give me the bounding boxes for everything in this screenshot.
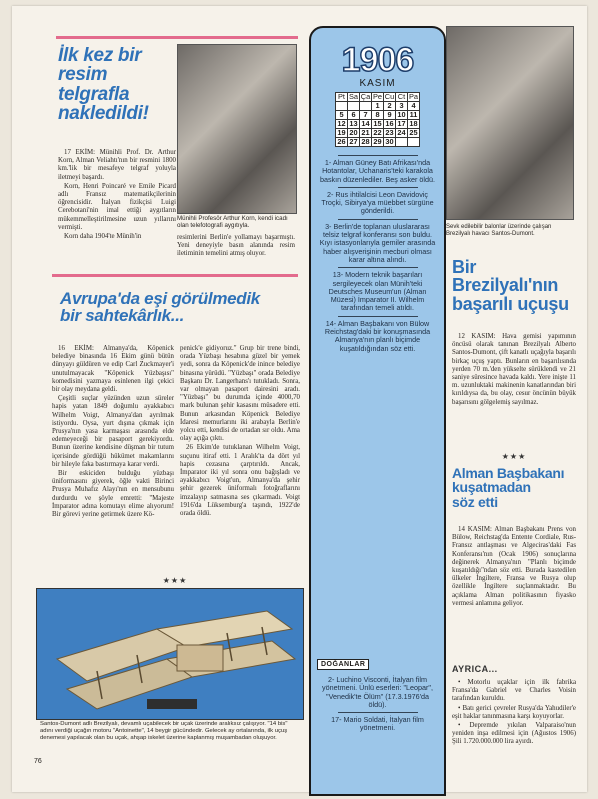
calendar-day — [408, 138, 420, 147]
birth-item: 2- Luchino Visconti, İtalyan film yönetmeni. Ünlü eserleri: "Leopar", "Venedik'te Ölüm" (17.3.1976'da öldü). — [322, 675, 433, 709]
article2-col1 — [52, 345, 174, 520]
body-paragraph: Bir eskiciden bulduğu yüzbaşı üniformasını giyerek, öğle vakti Birinci Prusya Muhafız Alayı'nın en mensubunu durdurdu ve şöyle emretti: "Majeste İmparator adına komutayı elime alıyorum! Bir görevi yerine getirmek üzere Kö- — [52, 470, 174, 519]
calendar-day: 8 — [372, 111, 384, 120]
ayrica-item: • Motorlu uçaklar için ilk fabrika Fransa'da Gabriel ve Charles Voisin tarafından kuruldu. — [452, 679, 577, 703]
headline-line: başarılı uçuşu — [452, 293, 569, 314]
body-paragraph: 14 KASIM: Alman Başbakanı Prens von Bülow, Reichstag'da Entente Cordiale, Rus-Fransız antlaşması ve Algeciras'daki Fas Konferansı'nın (Ocak 1906) sonuçlarına değinerek Almanya'nın "Planlı biçimde kuşatıldığı"ndan söz etti. Burada kastedilen ülkeler İngiltere, Fransa ve Rusya olup özellikle İngiltere suçlanmaktadır. Bu açıklama Alman politikasının fiyasko vermesi anlamına geliyor. — [452, 526, 576, 607]
calendar-day: 2 — [384, 102, 396, 111]
weekday-header: Ct — [396, 93, 408, 102]
santos-dumont-photo — [446, 26, 574, 220]
body-paragraph: 17 EKİM: Münihli Prof. Dr. Arthur Korn, Alman Veliahtı'nın bir resmini 1800 km.'lik bir mesafeye telgraf yoluyla iletmeyi başardı. — [58, 149, 176, 181]
calendar-day: 13 — [349, 119, 358, 128]
headline-line: Avrupa'da eşi görülmedik — [60, 289, 260, 308]
calendar-day: 10 — [397, 110, 406, 119]
magazine-page — [12, 6, 587, 792]
body-paragraph: 26 Ekim'de tutuklanan Wilhelm Voigt, suçunu itiraf etti. 1 Aralık'ta da dört yıl hapis cezasına çarptırıldı. Ancak, İmparator iki yıl sonra onu bağışladı ve ayakkabıcı Voigt'un, Almanya'da şehir şehir gezerek üniformalı fotoğraflarını imzalayıp satmasına ses çıkarmadı. Voigt 1916'da Lüksemburg'a taşındı, 1922'de orada öldü. — [180, 444, 300, 518]
event-item: 14- Alman Başbakanı von Bülow Reichstag'daki bir konuşmasında Almanya'nın planlı biçimde kuşatıldığından söz etti. — [324, 318, 431, 353]
article1-body-cont — [177, 234, 295, 260]
calendar-day: 21 — [361, 128, 370, 137]
headline-line: İlk kez bir — [58, 45, 142, 66]
weekday-header: Pt — [336, 93, 348, 102]
weekday-header: Ça — [360, 92, 371, 101]
calendar-day: 30 — [385, 137, 394, 146]
section-stars: ★★★ — [501, 452, 527, 461]
body-paragraph: 16 EKİM: Almanya'da, Köpenick belediye binasında 16 Ekim günü bütün dünyayı güldüren ve edip Carl Zuckmayer'i unutulmayacak "Köpenick Yüzbaşısı" komedisini yazmaya esinlenen ilgi çekici bir olay meydana geldi. — [52, 345, 174, 394]
calendar-column — [309, 26, 446, 796]
calendar-day: 28 — [361, 137, 370, 146]
event-item: 13- Modern teknik başarıları sergileyecek olan Münih'teki Deutsches Museum'un (Alman Müzesi) İmparator II. Wilhelm tarafından temeli atıldı. — [328, 270, 427, 313]
births-label — [317, 653, 369, 671]
calendar-day: 24 — [397, 128, 406, 137]
ayrica-item-text: Depremde yıkılan Valparaiso'nun yeniden inşa edilmesi için (Ağustos 1906) Şili 1.720.000.000 lira ayırdı. — [452, 722, 576, 746]
calendar-week — [336, 138, 420, 147]
calendar-day: 22 — [373, 128, 382, 137]
body-paragraph: Korn, Henri Poincaré ve Emile Picard adlı Fransız matematikçilerinin öğrencisidir. İtalyan fizikçisi Luigi Cerebotani'nin imal ettiği aygıtların mükemmelleştirilmesine uzun yıllarını vermişti. — [58, 182, 176, 231]
article2-col2 — [180, 345, 300, 519]
calendar-day: 5 — [336, 111, 348, 120]
calendar-day: 26 — [337, 137, 346, 146]
calendar-day: 19 — [337, 128, 346, 137]
article1-headline — [58, 46, 188, 124]
calendar-day: 16 — [385, 119, 394, 128]
article3-headline — [452, 258, 582, 313]
page-number: 76 — [34, 758, 42, 765]
event-divider — [338, 712, 418, 713]
headline-line: Brezilyalı'nın — [452, 275, 559, 296]
calendar-day: 9 — [384, 111, 396, 120]
ayrica-item: • Depremde yıkılan Valparaiso'nun yeniden inşa edilmesi için (Ağustos 1906) Şili 1.720.000.000 lira ayırdı. — [452, 722, 576, 746]
calendar-year: 1906 — [341, 41, 414, 79]
section-rule — [52, 274, 298, 277]
event-item: 2- Rus ihtilalcisi Leon Davidoviç Troçki, Sibirya'ya müebbet sürgüne gönderildi. — [321, 189, 434, 216]
event-divider — [338, 316, 418, 317]
article1-body — [58, 149, 176, 242]
article2-headline — [60, 290, 300, 325]
calendar-day — [396, 138, 408, 147]
calendar-grid — [335, 92, 420, 147]
body-paragraph: resimlerini Berlin'e yollamayı başarmıştı. Yeni deneyiyle basın alanında resim iletiminin temelini atmış oluyor. — [177, 234, 295, 258]
ayrica-item-text: Motorlu uçaklar için ilk fabrika Fransa'da Gabriel ve Charles Voisin tarafından kuruldu. — [452, 679, 577, 703]
event-divider — [338, 187, 418, 188]
weekday-header: Sa — [348, 92, 359, 101]
article1-photo-caption: Münihli Profesör Arthur Korn, kendi icadı olan telefotografi aygıtıyla. — [177, 215, 288, 230]
headline-line: resim — [58, 64, 108, 86]
calendar-day: 14 — [361, 119, 370, 128]
airplane-caption: Santos-Dumont adlı Brezilyalı, devamlı uçabilecek bir uçak üzerinde aralıksız çalışıyor. "14 bis" adını verdiği uçağın motoru "Antoinette", 14 beygir gücündedir. Gelecek ay ortalarında, ilk uçuş denemesi yapılacak olan bu uçak, ahşap iskelet üzerine kaplanmış muşambadan oluşuyor. — [40, 721, 288, 741]
calendar-month: KASIM — [359, 78, 396, 89]
body-paragraph: penick'e gidiyoruz." Grup bir trene bindi, orada Yüzbaşı hesabına güzel bir yemek yedi, sonra da Köpenick'de inince belediye binasına yürüdü. "Yüzbaşı" orada Belediye Başkanı Dr. Langerhans'ı tutukladı. Sonra, var olmayan pasaport dairesini aradı. "Yüzbaşı" bu durumda içinde 4000,70 mark bulunan şehir kasasını müsadere etti. Bunun arkasından Köpenick Belediye İdaresi memurlarını iki arabayla Berlin'e yolcu etti, kendisi de ortadan sır oldu. Ama olay açığa çıktı. — [180, 345, 300, 443]
headline-line: bir sahtekârlık... — [60, 306, 185, 326]
ayrica-list — [452, 679, 576, 748]
event-divider — [338, 155, 418, 156]
calendar-day: 11 — [408, 111, 420, 120]
weekday-header: Cu — [384, 92, 395, 101]
article4-headline — [452, 466, 582, 509]
airplane-icon — [37, 589, 303, 719]
calendar-day: 18 — [409, 119, 418, 128]
event-item: 3- Berlin'de toplanan uluslararası telsiz telgraf konferansı son buldu. Kıyı istasyonlarıyla gemiler arasında haber alışverişinin mecburi olması karar altına alındı. — [319, 221, 436, 264]
headline-line: Bir — [452, 257, 477, 277]
headline-line: telgrafla — [58, 83, 130, 105]
body-paragraph: 12 KASIM: Hava gemisi yapımının öncüsü olarak tanınan Brezilyalı Alberto Santos-Dumont, çift kanatlı uçağıyla başarılı birkaç uçuş yaptı. Bunların en başarılısında yerden 70 m.'den yükselte sürüklendi ve 21 saniye süresince havada kaldı. Yere iniştе 11 m. uzunluktaki makinenin kanatlarından biri kırıldıysa da, bu olay, cesur öncünün büyük başarısını gölgelemiş sayılmaz. — [452, 333, 576, 406]
calendar-day: 1 — [372, 102, 384, 111]
ayrica-item: • Batı gerici çevreler Rusya'da Yahudiler'e eşit haklar tanınmasına karşı koyuyorlar. — [452, 704, 576, 720]
calendar-day: 3 — [396, 102, 408, 111]
calendar-day: 4 — [408, 102, 420, 111]
article3-body — [452, 333, 576, 408]
article3-photo-caption: Sevk edilebilir balonlar üzerinde çalışan Brezilyalı havacı Santos-Dumont. — [446, 224, 552, 238]
calendar-day: 25 — [409, 128, 418, 137]
arthur-korn-photo — [177, 44, 297, 214]
calendar-day: 6 — [348, 111, 360, 120]
event-item: 1- Alman Güney Batı Afrikası'nda Hotantolar, Uchanaris'teki karakola baskın düzenlediler. Beş asker öldü. — [319, 158, 436, 184]
top-rule — [56, 36, 298, 39]
headline-line: kuşatmadan — [452, 479, 531, 496]
calendar-day: 23 — [385, 128, 394, 137]
ayrica-label: AYRICA... — [452, 664, 498, 674]
event-divider — [338, 267, 418, 268]
births-tag: DOĞANLAR — [317, 659, 369, 670]
article4-body — [452, 526, 576, 609]
calendar-day: 15 — [373, 119, 382, 128]
airplane-photo — [36, 588, 304, 720]
calendar-day: 7 — [360, 111, 372, 120]
calendar-day: 29 — [373, 137, 382, 146]
births-list — [319, 676, 436, 733]
events-list — [319, 155, 436, 353]
body-paragraph: Çeşitli suçlar yüzünden uzun süreler hapis yatan 1849 doğumlu ayakkabıcı Wilhelm Voigt, Almanya'dan ayrılmak istiyordu. Oysa, yurt dışına çıkmak için Prusya'nın yasa karmaşası arasında elde edemeyeceği bir pasaport gerekiyordu. Bunun üzerine kendisine düşman bir tutum içerisinde gördüğü hükümet makamlarını bir hileyle faka bastırmaya karar verdi. — [52, 395, 174, 468]
event-divider — [338, 219, 418, 220]
calendar-day: 20 — [349, 128, 358, 137]
calendar-day: 17 — [397, 119, 406, 128]
ayrica-item-text: Batı gerici çevreler Rusya'da Yahudiler'e eşit haklar tanınmasına karşı koyuyorlar. — [452, 704, 576, 720]
headline-line: nakledildi! — [58, 103, 149, 125]
weekday-header: Pe — [372, 92, 383, 101]
body-paragraph: Korn daha 1904'te Münih'in — [64, 233, 142, 241]
headline-line: söz etti — [452, 493, 498, 510]
calendar-day: 12 — [337, 119, 346, 128]
birth-item: 17- Mario Soldati, İtalyan film yönetmeni. — [331, 715, 424, 733]
section-stars: ★★★ — [162, 576, 188, 585]
calendar-day: 27 — [349, 137, 358, 146]
weekday-header: Pa — [408, 92, 419, 101]
headline-line: Alman Başbakanı — [452, 465, 565, 481]
